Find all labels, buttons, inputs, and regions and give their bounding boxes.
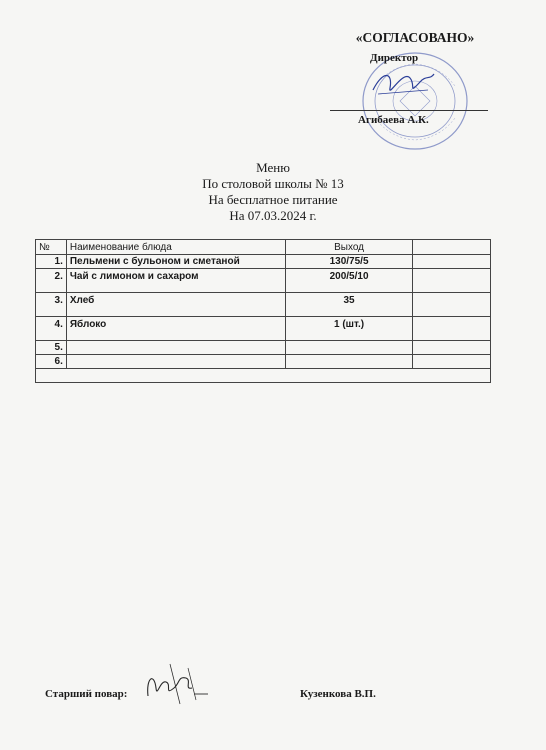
row-output: 200/5/10 [286, 269, 412, 293]
row-name: Чай с лимоном и сахаром [66, 269, 286, 293]
row-output [286, 355, 412, 369]
approval-block [330, 30, 500, 126]
row-name: Яблоко [66, 317, 286, 341]
row-name: Хлеб [66, 293, 286, 317]
row-num: 2. [36, 269, 67, 293]
row-output: 35 [286, 293, 412, 317]
row-name [66, 341, 286, 355]
table-row [36, 317, 491, 341]
table-row [36, 269, 491, 293]
table-row [36, 255, 491, 269]
row-extra [412, 293, 490, 317]
row-name: Пельмени с бульоном и сметаной [66, 255, 286, 269]
cook-label: Старший повар: [45, 688, 128, 700]
approval-name: Агибаева А.К. [358, 114, 429, 126]
table-row-empty [36, 369, 491, 383]
row-output: 130/75/5 [286, 255, 412, 269]
row-extra [412, 269, 490, 293]
row-num: 5. [36, 341, 67, 355]
menu-table [35, 239, 491, 383]
approval-signature-line [330, 110, 488, 111]
table-row [36, 355, 491, 369]
heading-line-3: На бесплатное питание [208, 192, 338, 207]
row-num: 1. [36, 255, 67, 269]
row-extra [412, 317, 490, 341]
menu-heading [0, 160, 546, 224]
table-row [36, 293, 491, 317]
heading-line-1: Меню [256, 160, 290, 175]
row-num: 3. [36, 293, 67, 317]
row-num: 6. [36, 355, 67, 369]
heading-line-2: По столовой школы № 13 [202, 176, 344, 191]
header-num: № [36, 240, 67, 255]
row-extra [412, 341, 490, 355]
row-extra [412, 255, 490, 269]
row-output: 1 (шт.) [286, 317, 412, 341]
row-name [66, 355, 286, 369]
header-extra [412, 240, 490, 255]
header-name: Наименование блюда [66, 240, 286, 255]
row-extra [412, 355, 490, 369]
director-signature [368, 60, 438, 105]
cook-signature [140, 658, 210, 708]
header-output: Выход [286, 240, 412, 255]
heading-line-4: На 07.03.2024 г. [229, 208, 317, 223]
approval-role: Директор [370, 52, 419, 64]
table-header-row [36, 240, 491, 255]
row-output [286, 341, 412, 355]
cook-name: Кузенкова В.П. [300, 688, 376, 700]
row-num: 4. [36, 317, 67, 341]
empty-footer-cell [36, 369, 491, 383]
table-row [36, 341, 491, 355]
signature-footer [0, 680, 546, 710]
approval-title: «СОГЛАСОВАНО» [355, 30, 475, 45]
